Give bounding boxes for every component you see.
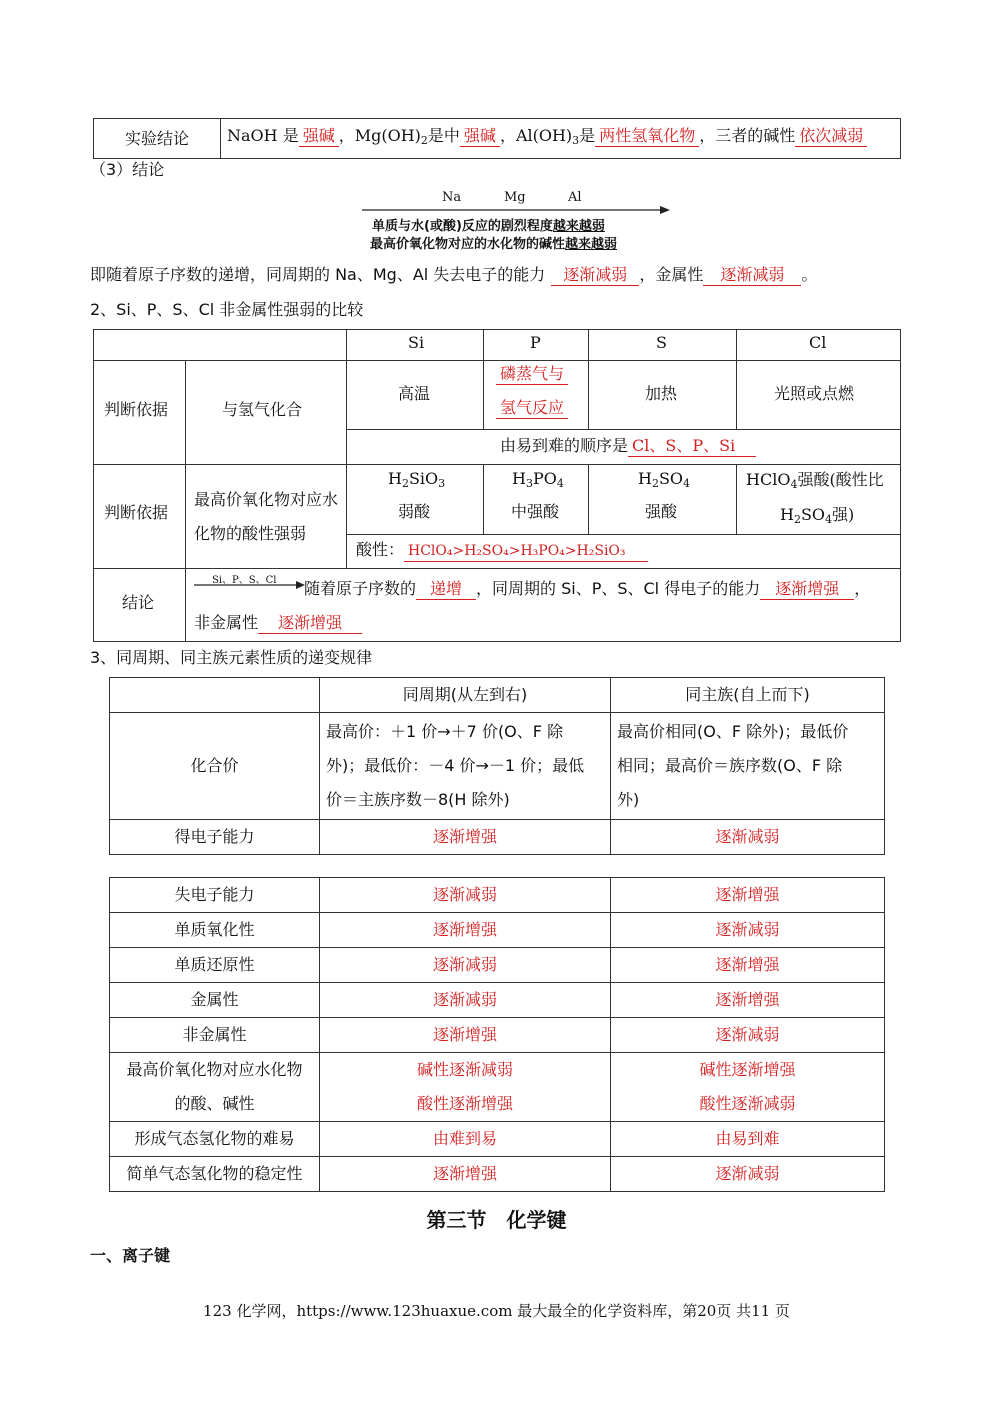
col-s: S	[656, 333, 667, 352]
cl-note: $H_2SO_4$强)	[780, 505, 855, 526]
table-row: 单质氧化性	[110, 913, 320, 948]
arrow-label: Si、P、S、Cl	[212, 575, 277, 586]
col-cl: Cl	[809, 333, 827, 352]
acid-base-period: 碱性逐渐减弱 酸性逐渐增强	[320, 1053, 611, 1122]
strength-s: 强酸	[645, 502, 678, 521]
element-al: Al	[568, 190, 582, 205]
acidity-order: 酸性： HClO₄>H₂SO₄>H₃PO₄>H₂SiO₃	[356, 537, 648, 562]
head-group: 同主族(自上而下)	[611, 678, 885, 713]
conclusion-heading: （3）结论	[90, 160, 165, 179]
table-row: 非金属性	[110, 1018, 320, 1053]
experiment-conclusion-table	[93, 118, 901, 159]
row3-label: 结论	[122, 593, 155, 612]
section3-heading: 3、同周期、同主族元素性质的递变规律	[90, 648, 373, 667]
formula-h2so4: $H_2SO_4$	[638, 469, 691, 490]
row1-label: 判断依据	[104, 400, 169, 419]
table-row: 失电子能力	[110, 878, 320, 913]
row2-sub: 最高价氧化物对应水化物的酸性强弱	[194, 490, 339, 543]
gain-electron-period: 逐渐增强	[320, 820, 611, 855]
valence-label: 化合价	[110, 713, 320, 820]
element-na: Na	[442, 190, 462, 205]
section2-heading: 2、Si、P、S、Cl 非金属性强弱的比较	[90, 300, 364, 319]
nonmetal-conclusion-2: 非金属性 逐渐增强	[194, 610, 362, 634]
strength-si: 弱酸	[398, 502, 431, 521]
acid-base-group: 碱性逐渐增强 酸性逐渐减弱	[611, 1053, 885, 1122]
valence-period: 最高价：＋1 价→＋7 价(O、F 除 外)；最低价：－4 价→－1 价；最低 价＝主族序数－8(H 除外)	[320, 713, 611, 820]
si-condition: 高温	[398, 384, 431, 403]
col-si: Si	[408, 333, 425, 352]
experiment-conclusion-content: NaOH 是 强碱 ，$Mg(OH)_2$是中 强碱 ，$Al(OH)_3$是 两性氢氧化物 ，三者的碱性 依次减弱	[221, 119, 901, 159]
periodic-trend-table-2: 失电子能力 逐渐减弱 逐渐增强 单质氧化性 逐渐增强 逐渐减弱 单质还原性 逐渐减弱 逐渐增强 金属性 逐渐减弱 逐渐增强 非金属性 逐渐增强 逐渐减弱 最高价氧化物对应水化物 的酸、碱性 碱性逐渐减弱 酸性逐渐增强 碱性逐渐增强 酸性逐渐减弱 形成气态氢化物的难易 由难到易 由易到难 简单气态氢化物的稳定性 逐渐增强 逐渐减弱	[109, 877, 885, 1192]
p-condition-1: 磷蒸气与	[496, 364, 568, 385]
col-p: P	[530, 333, 541, 352]
formula-hclo4: HClO$_4$强酸(酸性比	[746, 470, 884, 491]
subsection-heading: 一、离子键	[90, 1246, 171, 1265]
gain-electron-label: 得电子能力	[110, 820, 320, 855]
head-period: 同周期(从左到右)	[320, 678, 611, 713]
reactivity-order: 由易到难的顺序是 Cl、S、P、Si	[500, 433, 756, 457]
cl-condition: 光照或点燃	[774, 384, 855, 403]
periodic-trend-table-1	[109, 677, 885, 855]
section-title: 第三节 化学键	[426, 1208, 567, 1232]
table-row: 单质还原性	[110, 948, 320, 983]
row1-sub: 与氢气化合	[222, 400, 303, 419]
conclusion-arrow	[194, 580, 306, 590]
trend-line-1: 单质与水(或酸)反应的剧烈程度越来越弱	[372, 219, 605, 234]
conclusion-sentence: 即随着原子序数的递增，同周期的 Na、Mg、Al 失去电子的能力 逐渐减弱 ，金属性 逐渐减弱 。	[90, 265, 818, 284]
table-row: 简单气态氢化物的稳定性	[110, 1157, 320, 1192]
row2-label: 判断依据	[104, 503, 169, 522]
trend-line-2: 最高价氧化物对应的水化物的碱性越来越弱	[370, 237, 618, 252]
table-row: 形成气态氢化物的难易	[110, 1122, 320, 1157]
valence-group: 最高价相同(O、F 除外)；最低价 相同；最高价＝族序数(O、F 除 外)	[611, 713, 885, 820]
s-condition: 加热	[645, 384, 678, 403]
formula-h2sio3: $H_2SiO_3$	[388, 469, 446, 490]
p-condition-2: 氢气反应	[496, 398, 568, 419]
experiment-conclusion-label: 实验结论	[94, 119, 221, 159]
gain-electron-group: 逐渐减弱	[611, 820, 885, 855]
page-footer: 123 化学网，https://www.123huaxue.com 最大最全的化学资料库，第20页 共11 页	[203, 1302, 790, 1320]
table-row: 金属性	[110, 983, 320, 1018]
nonmetal-conclusion-1: 随着原子序数的 递增 ，同周期的 Si、P、S、Cl 得电子的能力 逐渐增强 ，	[304, 579, 871, 598]
element-mg: Mg	[504, 190, 526, 205]
formula-h3po4: $H_3PO_4$	[512, 469, 564, 490]
acid-base-label: 最高价氧化物对应水化物 的酸、碱性	[110, 1053, 320, 1122]
strength-p: 中强酸	[511, 502, 560, 521]
